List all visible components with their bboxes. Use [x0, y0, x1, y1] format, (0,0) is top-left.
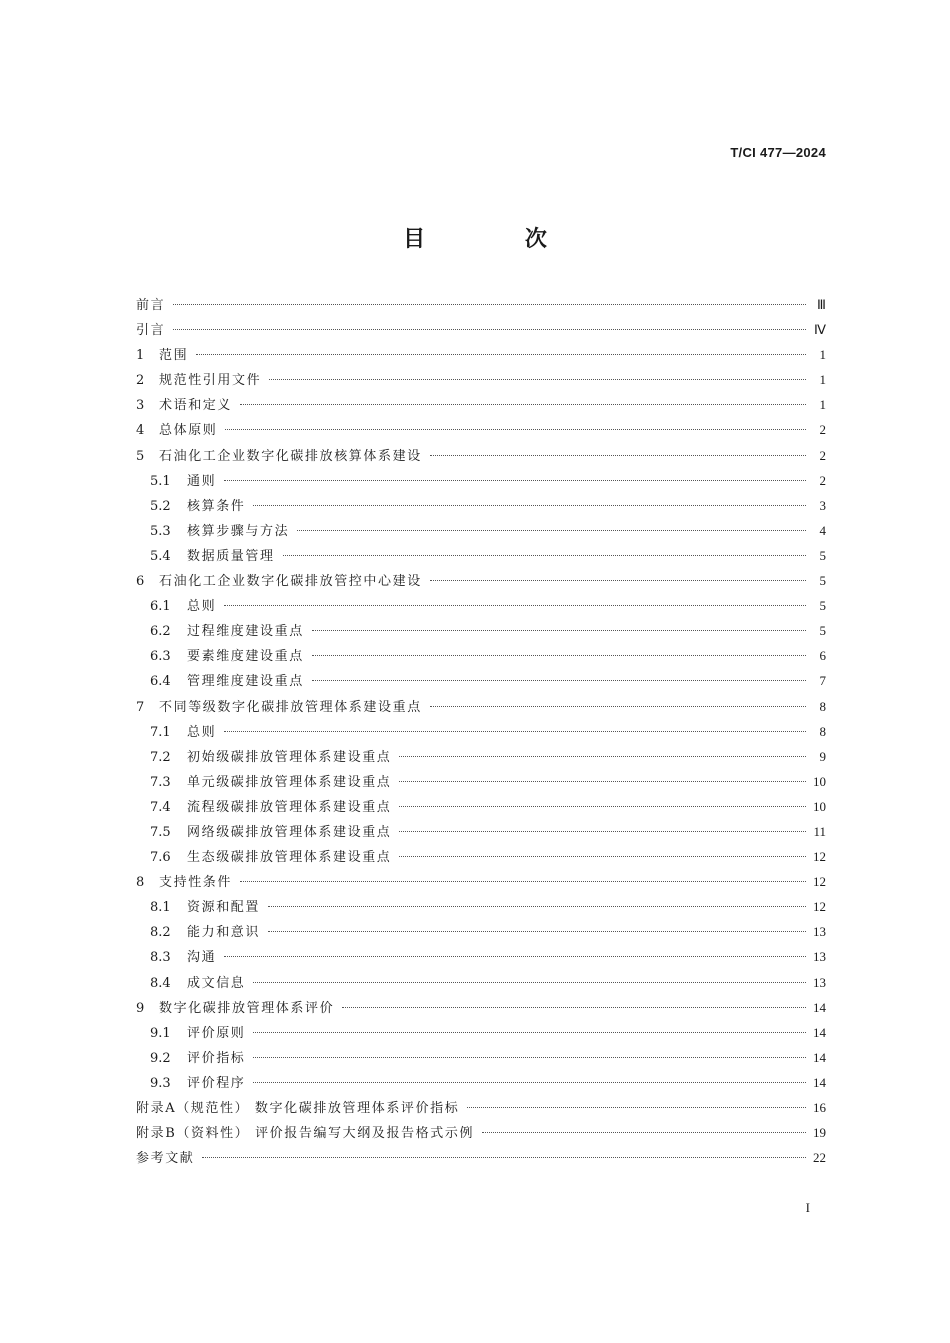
toc-entry-page: 16: [813, 1100, 826, 1115]
toc-entry-number: 5.4: [150, 548, 171, 564]
toc-entry-page: 1: [819, 347, 826, 363]
toc-entry-page: Ⅳ: [814, 322, 826, 338]
toc-entry[interactable]: [136, 545, 826, 570]
toc-entry[interactable]: [136, 595, 826, 620]
page-number: I: [805, 1200, 810, 1215]
toc-entry[interactable]: [136, 846, 826, 871]
toc-entry-page: 2: [819, 422, 826, 438]
toc-entry-label: 规范性引用文件: [159, 373, 262, 389]
toc-dot-leader: [399, 780, 806, 782]
toc-entry[interactable]: [136, 419, 826, 444]
toc-entry-label: 前言: [136, 298, 166, 313]
toc-dot-leader: [225, 428, 806, 430]
toc-dot-leader: [240, 880, 806, 882]
toc-entry-number: 6: [136, 574, 145, 590]
toc-entry-page: 7: [819, 673, 826, 689]
toc-entry[interactable]: [136, 670, 826, 695]
toc-dot-leader: [224, 604, 806, 606]
toc-dot-leader: [430, 705, 806, 707]
toc-dot-leader: [173, 303, 806, 305]
toc-dot-leader: [342, 1006, 806, 1008]
toc-entry-page: 12: [813, 899, 826, 915]
toc-entry-number: 7.5: [150, 824, 171, 840]
toc-entry-label: 通则: [187, 473, 217, 489]
toc-entry-page: 14: [813, 1074, 826, 1090]
toc-entry-label: 评价程序: [187, 1075, 246, 1091]
toc-entry[interactable]: [136, 645, 826, 670]
toc-entry-label: 总则: [187, 724, 217, 740]
toc-entry-number: 2: [136, 373, 145, 389]
toc-entry-number: 7.1: [150, 724, 171, 740]
toc-entry-page: 1: [819, 372, 826, 388]
toc-entry[interactable]: [136, 1147, 826, 1172]
toc-entry-number: 1: [136, 348, 145, 364]
toc-entry-page: 13: [813, 974, 826, 990]
toc-dot-leader: [253, 981, 806, 983]
toc-entry-number: 9.1: [150, 1025, 171, 1041]
toc-entry-page: 5: [819, 573, 826, 589]
toc-dot-leader: [253, 1056, 806, 1058]
toc-entry-number: 7.4: [150, 799, 171, 815]
toc-entry-page: 14: [813, 1024, 826, 1040]
toc-entry-page: 11: [813, 823, 826, 839]
toc-entry-label: 要素维度建设重点: [187, 649, 304, 665]
toc-entry-label: 附录B（资料性） 评价报告编写大纲及报告格式示例: [136, 1126, 475, 1142]
toc-dot-leader: [283, 554, 806, 556]
toc-entry-page: 10: [813, 798, 826, 814]
toc-dot-leader: [312, 679, 806, 681]
toc-entry-label: 成文信息: [187, 975, 246, 991]
toc-entry-number: 5: [136, 448, 145, 464]
toc-entry[interactable]: [136, 445, 826, 470]
toc-dot-leader: [253, 504, 806, 506]
toc-entry-label: 管理维度建设重点: [187, 674, 304, 690]
toc-dot-leader: [269, 378, 806, 380]
toc-entry[interactable]: [136, 294, 826, 319]
toc-dot-leader: [399, 805, 806, 807]
toc-entry-label: 资源和配置: [187, 900, 261, 916]
toc-dot-leader: [430, 454, 806, 456]
toc-entry-label: 石油化工企业数字化碳排放核算体系建设: [159, 448, 422, 464]
toc-dot-leader: [253, 1031, 806, 1033]
toc-dot-leader: [253, 1081, 806, 1083]
page-title: 目 次: [403, 227, 593, 252]
toc-dot-leader: [399, 830, 806, 832]
toc-entry-page: 6: [819, 648, 826, 664]
toc-entry[interactable]: [136, 344, 826, 369]
toc-entry-label: 过程维度建设重点: [187, 624, 304, 640]
toc-entry-number: 3: [136, 398, 145, 414]
toc-entry[interactable]: [136, 394, 826, 419]
toc-dot-leader: [268, 905, 806, 907]
toc-entry-page: 22: [813, 1150, 826, 1166]
toc-dot-leader: [482, 1131, 806, 1133]
toc-entry[interactable]: [136, 796, 826, 821]
toc-entry-label: 总体原则: [159, 423, 218, 439]
toc-dot-leader: [430, 579, 806, 581]
toc-dot-leader: [268, 930, 806, 932]
toc-entry-number: 9.3: [150, 1075, 171, 1091]
toc-entry-label: 能力和意识: [187, 925, 261, 941]
toc-entry-page: 19: [813, 1125, 826, 1141]
toc-entry-page: 4: [819, 522, 826, 538]
toc-entry-page: 14: [813, 1049, 826, 1065]
toc-entry-number: 5.3: [150, 523, 171, 539]
toc-entry[interactable]: [136, 972, 826, 997]
toc-entry-number: 9.2: [150, 1050, 171, 1066]
toc-dot-leader: [467, 1106, 806, 1108]
toc-entry-number: 6.3: [150, 649, 171, 665]
toc-dot-leader: [297, 529, 806, 531]
toc-entry-page: 13: [813, 924, 826, 940]
toc-entry[interactable]: [136, 369, 826, 394]
toc-entry-number: 7.3: [150, 774, 171, 790]
toc-entry-number: 7: [136, 699, 145, 715]
toc-entry-label: 网络级碳排放管理体系建设重点: [187, 824, 392, 840]
toc-entry-page: 12: [813, 849, 826, 865]
toc-entry-label: 不同等级数字化碳排放管理体系建设重点: [159, 699, 422, 715]
toc-entry-page: 5: [819, 623, 826, 639]
toc-entry-number: 6.4: [150, 674, 171, 690]
toc-entry-label: 评价指标: [187, 1050, 246, 1066]
toc-dot-leader: [240, 403, 806, 405]
toc-dot-leader: [399, 755, 806, 757]
toc-entry-page: 2: [819, 472, 826, 488]
toc-entry[interactable]: [136, 821, 826, 846]
toc-entry[interactable]: [136, 1072, 826, 1097]
toc-dot-leader: [312, 654, 806, 656]
toc-entry[interactable]: [136, 520, 826, 545]
toc-entry-label: 数字化碳排放管理体系评价: [159, 1000, 335, 1016]
toc-entry-number: 9: [136, 1000, 145, 1016]
toc-entry-label: 术语和定义: [159, 398, 233, 414]
toc-entry-label: 总则: [187, 599, 217, 615]
toc-entry-number: 8: [136, 875, 145, 891]
toc-entry-number: 6.2: [150, 624, 171, 640]
toc-entry-page: 3: [819, 497, 826, 513]
toc-entry-label: 评价原则: [187, 1025, 246, 1041]
toc-entry[interactable]: [136, 746, 826, 771]
toc-dot-leader: [224, 479, 806, 481]
toc-entry-page: 8: [819, 723, 826, 739]
toc-entry[interactable]: [136, 871, 826, 896]
toc-entry-number: 5.1: [150, 473, 171, 489]
toc-dot-leader: [224, 730, 806, 732]
toc-entry-page: 13: [813, 949, 826, 965]
standard-code: T/CI 477—2024: [730, 145, 826, 160]
toc-entry-page: 5: [819, 547, 826, 563]
toc-entry[interactable]: [136, 620, 826, 645]
toc-entry-page: 10: [813, 773, 826, 789]
toc-entry-page: 5: [819, 598, 826, 614]
toc-entry-number: 5.2: [150, 498, 171, 514]
toc-entry-label: 石油化工企业数字化碳排放管控中心建设: [159, 574, 422, 590]
toc-entry-page: 12: [813, 874, 826, 890]
toc-entry[interactable]: [136, 1022, 826, 1047]
toc-entry-number: 6.1: [150, 599, 171, 615]
toc-entry-label: 支持性条件: [159, 875, 233, 891]
toc-entry[interactable]: [136, 721, 826, 746]
toc-entry[interactable]: [136, 921, 826, 946]
toc-entry-number: 4: [136, 423, 145, 439]
toc-entry-number: 7.6: [150, 850, 171, 866]
toc-entry[interactable]: [136, 1097, 826, 1122]
toc-entry-label: 引言: [136, 323, 166, 339]
toc-entry[interactable]: [136, 495, 826, 520]
toc-entry-label: 数据质量管理: [187, 548, 275, 564]
toc-entry[interactable]: [136, 997, 826, 1022]
toc-entry-label: 流程级碳排放管理体系建设重点: [187, 799, 392, 815]
toc-dot-leader: [202, 1156, 806, 1158]
toc-entry-number: 8.3: [150, 950, 171, 966]
toc-entry[interactable]: [136, 946, 826, 971]
toc-entry-label: 初始级碳排放管理体系建设重点: [187, 749, 392, 765]
toc-entry[interactable]: [136, 319, 826, 344]
toc-dot-leader: [196, 353, 806, 355]
toc-entry-page: 14: [813, 999, 826, 1015]
toc-dot-leader: [224, 955, 806, 957]
toc-entry-label: 生态级碳排放管理体系建设重点: [187, 850, 392, 866]
toc-dot-leader: [312, 629, 806, 631]
toc-entry[interactable]: [136, 1047, 826, 1072]
toc-entry[interactable]: [136, 570, 826, 595]
toc-entry-label: 范围: [159, 348, 189, 364]
toc-entry-label: 核算步骤与方法: [187, 523, 290, 539]
toc-entry-page: 9: [819, 748, 826, 764]
toc-entry-number: 8.1: [150, 900, 171, 916]
toc-entry-label: 单元级碳排放管理体系建设重点: [187, 774, 392, 790]
toc-dot-leader: [173, 328, 806, 330]
toc-entry-page: 8: [819, 698, 826, 714]
toc-entry[interactable]: [136, 470, 826, 495]
toc-entry[interactable]: [136, 696, 826, 721]
toc-entry-number: 8.4: [150, 975, 171, 991]
table-of-contents: [136, 294, 826, 1172]
toc-entry[interactable]: [136, 771, 826, 796]
toc-entry[interactable]: [136, 1122, 826, 1147]
toc-entry-label: 核算条件: [187, 498, 246, 514]
toc-entry-label: 参考文献: [136, 1151, 195, 1167]
toc-entry-label: 沟通: [187, 950, 217, 966]
toc-dot-leader: [399, 855, 806, 857]
toc-entry-label: 附录A（规范性） 数字化碳排放管理体系评价指标: [136, 1101, 460, 1116]
toc-entry-number: 7.2: [150, 749, 171, 765]
toc-entry-number: 8.2: [150, 925, 171, 941]
toc-entry-page: Ⅲ: [817, 297, 826, 312]
toc-entry-page: 2: [819, 447, 826, 463]
toc-entry[interactable]: [136, 896, 826, 921]
toc-entry-page: 1: [819, 397, 826, 413]
